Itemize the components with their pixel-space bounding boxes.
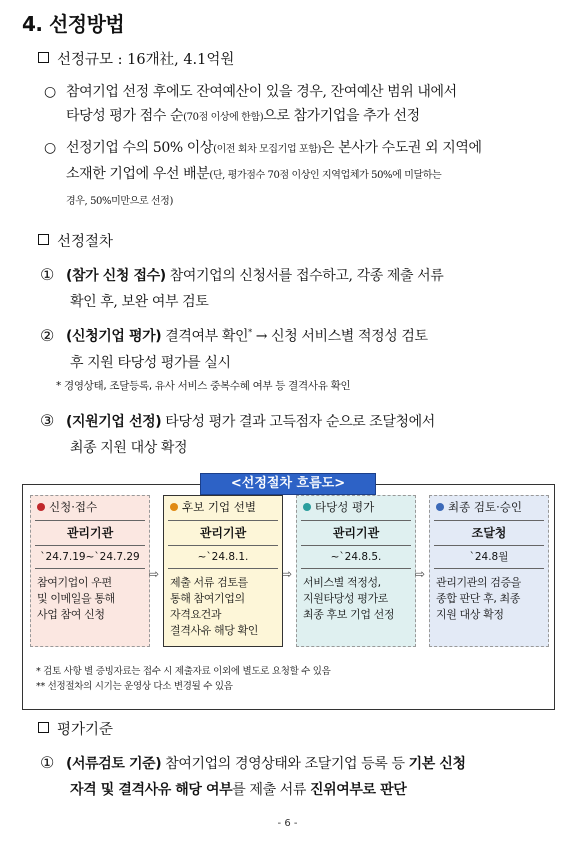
step-number-icon xyxy=(436,503,444,511)
step-3-text-line2: 최종 지원 대상 확정 xyxy=(70,440,188,456)
step-2-title: (신청기업 평가) xyxy=(66,328,162,345)
step-number-icon xyxy=(37,503,45,511)
step-2-text2: → 신청 서비스별 적정성 검토 xyxy=(251,328,428,345)
desc-line: 지원타당성 평가로 xyxy=(303,592,388,605)
desc-line: 자격요건과 xyxy=(170,608,222,621)
flow-step-3 xyxy=(296,495,416,647)
selection-scale-value: 16개社, 4.1억원 xyxy=(127,52,235,68)
scale-item-1 xyxy=(44,80,564,130)
step-2-note: * 경영상태, 조달등록, 유사 서비스 중복수혜 여부 등 결격사유 확인 xyxy=(56,380,351,392)
selection-scale-title xyxy=(38,48,234,69)
step-3-number: ③ xyxy=(40,411,54,430)
flow-step-label: 후보 기업 선별 xyxy=(182,500,256,514)
scale-item-2-note: (이전 회차 모집기업 포함) xyxy=(213,144,322,155)
flow-note-2: ** 선정절차의 시기는 운영상 다소 변경될 수 있음 xyxy=(36,681,233,692)
page-number: - 6 - xyxy=(277,818,298,829)
desc-line: 결격사유 해당 확인 xyxy=(170,624,259,637)
step-1-number: ① xyxy=(40,265,54,284)
section-heading: 4. 선정방법 xyxy=(22,12,125,36)
desc-line: 서비스별 적정성, xyxy=(303,576,381,589)
step-2-footnote-mark: * xyxy=(248,328,252,337)
circle-bullet-icon: ○ xyxy=(44,140,56,156)
flow-step-org: 관리기관 xyxy=(168,520,278,546)
step-number-icon xyxy=(170,503,178,511)
flow-step-label: 타당성 평가 xyxy=(315,500,375,514)
procedure-label: 선정절차 xyxy=(57,234,114,250)
desc-line: 최종 후보 기업 선정 xyxy=(303,608,395,621)
criteria-1-text: 참여기업의 경영상태와 조달기업 등록 등 xyxy=(161,756,409,772)
flow-step-desc xyxy=(436,575,544,623)
flow-step-label: 최종 검토·승인 xyxy=(448,500,522,514)
criteria-1-emph3: 진위여부로 판단 xyxy=(310,782,407,798)
scale-item-2-line1c: 은 본사가 수도권 외 지역에 xyxy=(321,140,482,156)
criteria-1-number: ① xyxy=(40,753,54,772)
flow-chart-title: <선정절차 흐름도> xyxy=(200,473,376,495)
flow-step-desc xyxy=(37,575,145,623)
criteria-1-title: (서류검토 기준) xyxy=(66,756,162,772)
square-bullet-icon xyxy=(38,234,49,245)
step-2-text: 결격여부 확인 xyxy=(161,328,249,345)
desc-line: 종합 판단 후, 최종 xyxy=(436,592,520,605)
flow-arrow-icon: ⇨ xyxy=(149,567,160,581)
scale-item-2-line3: 경우, 50%미만으로 선정) xyxy=(66,196,173,207)
flow-step-date: ~`24.8.5. xyxy=(301,546,411,569)
square-bullet-icon xyxy=(38,52,49,63)
criteria-title xyxy=(38,718,113,739)
step-2-number: ② xyxy=(40,325,54,345)
desc-line: 사업 참여 신청 xyxy=(37,608,105,621)
scale-item-2-note2: (단, 평가점수 70점 이상인 지역업체가 50%에 미달하는 xyxy=(209,170,442,181)
flow-step-date: ~`24.8.1. xyxy=(168,546,278,569)
step-3-text: 타당성 평가 결과 고득점자 순으로 조달청에서 xyxy=(161,414,435,430)
procedure-step-1 xyxy=(40,262,560,315)
step-2-text-line2: 후 지원 타당성 평가를 실시 xyxy=(70,354,231,371)
flow-notes xyxy=(36,664,331,694)
flow-step-date: `24.8월 xyxy=(434,546,544,569)
procedure-step-2 xyxy=(40,320,560,376)
flow-note-1: * 검토 사항 별 증빙자료는 접수 시 제출자료 이외에 별도로 요청할 수 있음 xyxy=(36,666,331,677)
step-1-title: (참가 신청 접수) xyxy=(66,268,166,284)
criteria-item-1 xyxy=(40,750,560,803)
scale-item-1-line2c: 으로 참가기업을 추가 선정 xyxy=(263,108,420,124)
flow-step-4 xyxy=(429,495,549,647)
flow-arrow-icon: ⇨ xyxy=(282,567,293,581)
square-bullet-icon xyxy=(38,722,49,733)
desc-line: 제출 서류 검토를 xyxy=(170,576,248,589)
scale-item-2 xyxy=(44,136,564,214)
procedure-title xyxy=(38,230,113,251)
flow-step-desc xyxy=(170,575,278,639)
criteria-1-text2: 를 제출 서류 xyxy=(232,782,311,798)
scale-item-1-note: (70점 이상에 한함) xyxy=(183,112,264,123)
flow-step-date: `24.7.19~`24.7.29 xyxy=(35,546,145,569)
circle-bullet-icon: ○ xyxy=(44,84,56,100)
criteria-1-emph: 기본 신청 xyxy=(408,756,466,772)
scale-item-1-line1: 참여기업 선정 후에도 잔여예산이 있을 경우, 잔여예산 범위 내에서 xyxy=(66,84,457,100)
step-3-title: (지원기업 선정) xyxy=(66,414,162,430)
scale-item-2-line2a: 소재한 기업에 우선 배분 xyxy=(66,166,210,182)
flow-step-org: 관리기관 xyxy=(301,520,411,546)
desc-line: 통해 참여기업의 xyxy=(170,592,245,605)
step-1-text-line2: 확인 후, 보완 여부 검토 xyxy=(70,294,209,310)
flow-step-label: 신청·접수 xyxy=(49,500,98,514)
flow-step-1 xyxy=(30,495,150,647)
criteria-label: 평가기준 xyxy=(57,722,114,738)
selection-scale-label: 선정규모 : xyxy=(57,52,128,68)
desc-line: 및 이메일을 통해 xyxy=(37,592,115,605)
step-number-icon xyxy=(303,503,311,511)
scale-item-1-line2a: 타당성 평가 점수 순 xyxy=(66,108,184,124)
desc-line: 지원 대상 확정 xyxy=(436,608,504,621)
flow-arrow-icon: ⇨ xyxy=(415,567,426,581)
desc-line: 관리기관의 검증을 xyxy=(436,576,521,589)
scale-item-2-line1a: 선정기업 수의 50% 이상 xyxy=(66,140,214,156)
step-1-text: 참여기업의 신청서를 접수하고, 각종 제출 서류 xyxy=(165,268,444,284)
flow-step-org: 조달청 xyxy=(434,520,544,546)
procedure-step-3 xyxy=(40,408,560,461)
flow-step-2 xyxy=(163,495,283,647)
criteria-1-emph2: 자격 및 결격사유 해당 여부 xyxy=(70,782,233,798)
desc-line: 참여기업이 우편 xyxy=(37,576,112,589)
flow-step-org: 관리기관 xyxy=(35,520,145,546)
flow-step-desc xyxy=(303,575,411,623)
